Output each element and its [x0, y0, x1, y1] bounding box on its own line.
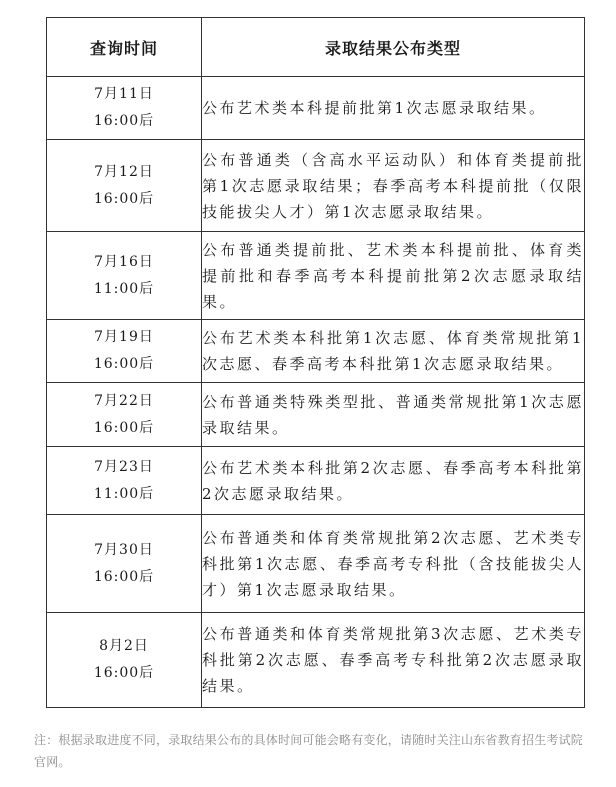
- query-date: 7月30日: [94, 541, 154, 558]
- table-row: [47, 447, 585, 515]
- query-time-cell: [47, 613, 202, 708]
- table-row: [47, 232, 585, 320]
- query-hour: 16:00后: [93, 568, 155, 585]
- result-type-cell: 公布普通类（含高水平运动队）和体育类提前批第1次志愿录取结果；春季高考本科提前批（仅限技能拔尖人才）第1次志愿录取结果。: [202, 140, 585, 232]
- result-type-cell: 公布普通类和体育类常规批第2次志愿、艺术类专科批第1次志愿、春季高考专科批（含技能拔尖人才）第1次志愿录取结果。: [202, 515, 585, 613]
- query-time-cell: [47, 77, 202, 140]
- query-hour: 16:00后: [93, 113, 155, 129]
- query-time-cell: [47, 515, 202, 613]
- table-row: [47, 77, 585, 140]
- query-hour: 11:00后: [93, 485, 155, 502]
- result-type-cell: 公布艺术类本科批第2次志愿、春季高考本科批第2次志愿录取结果。: [202, 447, 585, 515]
- result-type-cell: 公布艺术类本科提前批第1次志愿录取结果。: [202, 77, 585, 140]
- query-time-cell: [47, 140, 202, 232]
- query-date: 7月23日: [94, 458, 154, 475]
- header-result-type: 录取结果公布类型: [202, 18, 585, 77]
- header-query-time: 查询时间: [47, 18, 202, 77]
- table-row: [47, 383, 585, 447]
- result-type-cell: 公布普通类提前批、艺术类本科提前批、体育类提前批和春季高考本科提前批第2次志愿录取结果。: [202, 232, 585, 320]
- result-type-cell: 公布普通类特殊类型批、普通类常规批第1次志愿录取结果。: [202, 383, 585, 447]
- query-date: 7月11日: [94, 86, 154, 102]
- result-type-cell: 公布普通类和体育类常规批第3次志愿、艺术类专科批第2次志愿、春季高考专科批第2次志愿录取结果。: [202, 613, 585, 708]
- table-row: [47, 320, 585, 383]
- query-hour: 11:00后: [93, 280, 155, 297]
- query-date: 7月22日: [94, 392, 154, 409]
- table-row: [47, 140, 585, 232]
- query-time-cell: [47, 447, 202, 515]
- admission-results-schedule-table: [46, 17, 585, 708]
- query-hour: 16:00后: [93, 356, 155, 372]
- query-time-cell: [47, 320, 202, 383]
- query-hour: 16:00后: [93, 665, 155, 681]
- query-date: 8月2日: [99, 638, 149, 654]
- table-row: [47, 515, 585, 613]
- table-header-row: [47, 18, 585, 77]
- query-date: 7月16日: [94, 253, 154, 270]
- query-hour: 16:00后: [93, 419, 155, 436]
- result-type-cell: 公布艺术类本科批第1次志愿、体育类常规批第1次志愿、春季高考本科批第1次志愿录取结果。: [202, 320, 585, 383]
- query-date: 7月12日: [94, 163, 154, 180]
- footnote: 注：根据录取进度不同，录取结果公布的具体时间可能会略有变化，请随时关注山东省教育招生考试院官网。: [34, 733, 584, 769]
- query-hour: 16:00后: [93, 190, 155, 207]
- query-time-cell: [47, 232, 202, 320]
- query-time-cell: [47, 383, 202, 447]
- query-date: 7月19日: [94, 329, 154, 345]
- table-row: [47, 613, 585, 708]
